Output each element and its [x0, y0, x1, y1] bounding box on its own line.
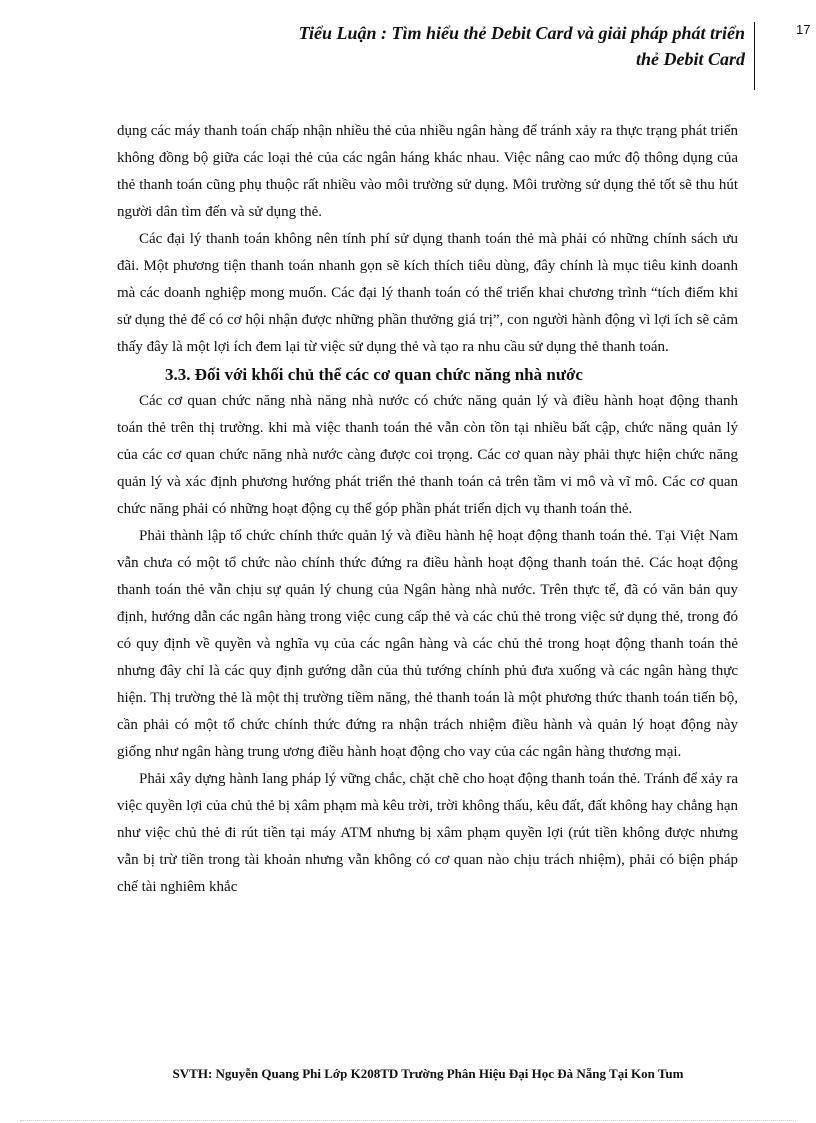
page-footer: SVTH: Nguyễn Quang Phi Lớp K208TD Trường Phân Hiệu Đại Học Đà Nẵng Tại Kon Tum: [172, 1066, 684, 1081]
paragraph-2: Các đại lý thanh toán không nên tính phí sử dụng thanh toán thẻ mà phải có những chính sách ưu đãi. Một phương tiện thanh toán nhanh gọn sẽ kích thích tiêu dùng, đây chính là mục tiêu kinh doanh mà các doanh nghiệp mong muốn. Các đại lý thanh toán có thể triển khai chương trình “tích điểm khi sử dụng thẻ để có cơ hội nhận được những phần thưởng giá trị”, con người hành động vì lợi ích sẽ cảm thấy đây là một lợi ích đem lại từ việc sử dụng thẻ và tạo ra nhu cầu sử dụng thẻ thanh toán.: [117, 231, 738, 355]
header-vertical-rule: [754, 22, 755, 90]
page-bottom-divider: [20, 1120, 796, 1121]
page-number: 17: [796, 22, 811, 37]
header-title-line-2: thẻ Debit Card: [635, 49, 745, 69]
paragraph-3: Các cơ quan chức năng nhà năng nhà nước có chức năng quản lý và điều hành hoạt động thanh toán thẻ trên thị trường. khi mà việc thanh toán thẻ vẫn còn tồn tại nhiều bất cập, chức năng quản lý của các cơ quan chức năng nhà nước càng được coi trọng. Các cơ quan này phải thực hiện chức năng quản lý và xác định phương hướng phát triển thẻ thanh toán cả trên tầm vi mô và vĩ mô. Các cơ quan chức năng phải có những hoạt động cụ thể góp phần phát triển dịch vụ thanh toán thẻ.: [117, 393, 738, 517]
paragraph-1: dụng các máy thanh toán chấp nhận nhiều thẻ của nhiều ngân hàng để tránh xảy ra thực trạng phát triển không đồng bộ giữa các loại thẻ của các ngân háng khác nhau. Việc nâng cao mức độ thông dụng của thẻ thanh toán cũng phụ thuộc rất nhiều vào môi trường sử dụng. Môi trường sử dụng thẻ tốt sẽ thu hút người dân tìm đến và sử dụng thẻ.: [117, 123, 738, 220]
paragraph-4: Phải thành lập tổ chức chính thức quản lý và điều hành hệ hoạt động thanh toán thẻ. Tại Việt Nam vẫn chưa có một tổ chức nào chính thức đứng ra điều hành hoạt động thanh toán thẻ. Các hoạt động thanh toán thẻ vẫn chịu sự quản lý chung của Ngân hàng nhà nước. Trên thực tế, đã có văn bản quy định, hướng dẫn các ngân hàng trong việc cung cấp thẻ và các chủ thẻ trong việc sử dụng thẻ, trong đó có quy định về quyền và nghĩa vụ của các ngân hàng và các chủ thẻ trong hoạt động thanh toán thẻ nhưng đây chỉ là các quy định gướng dẫn của thủ tướng chính phủ đưa xuống và các ngân hàng thực hiện. Thị trường thẻ là một thị trường tiềm năng, thẻ thanh toán là một phương thức thanh toán tiến bộ, cần phải có một tổ chức chính thức đứng ra nhận trách nhiệm điều hành và quản lý hoạt động này giống như ngân hàng trung ương điều hành hoạt động cho vay của các ngân hàng thương mại.: [117, 528, 738, 760]
section-heading: 3.3. Đối với khối chủ thể các cơ quan chức năng nhà nước: [165, 365, 583, 384]
document-body: [117, 118, 738, 901]
header-title-line-1: Tiểu Luận : Tìm hiểu thẻ Debit Card và giải pháp phát triển: [298, 23, 745, 43]
page-header: [200, 20, 745, 72]
paragraph-5: Phải xây dựng hành lang pháp lý vững chắc, chặt chẽ cho hoạt động thanh toán thẻ. Tránh để xảy ra việc quyền lợi của chủ thẻ bị xâm phạm mà kêu trời, trời không thấu, kêu đất, đất không hay chẳng hạn như việc chủ thẻ đi rút tiền tại máy ATM nhưng bị xâm phạm quyền lợi (rút tiền không được nhưng vẫn bị trừ tiền trong tài khoản nhưng vẫn không có cơ quan nào chịu trách nhiệm), phải có biện pháp chế tài nghiêm khắc: [117, 771, 738, 895]
